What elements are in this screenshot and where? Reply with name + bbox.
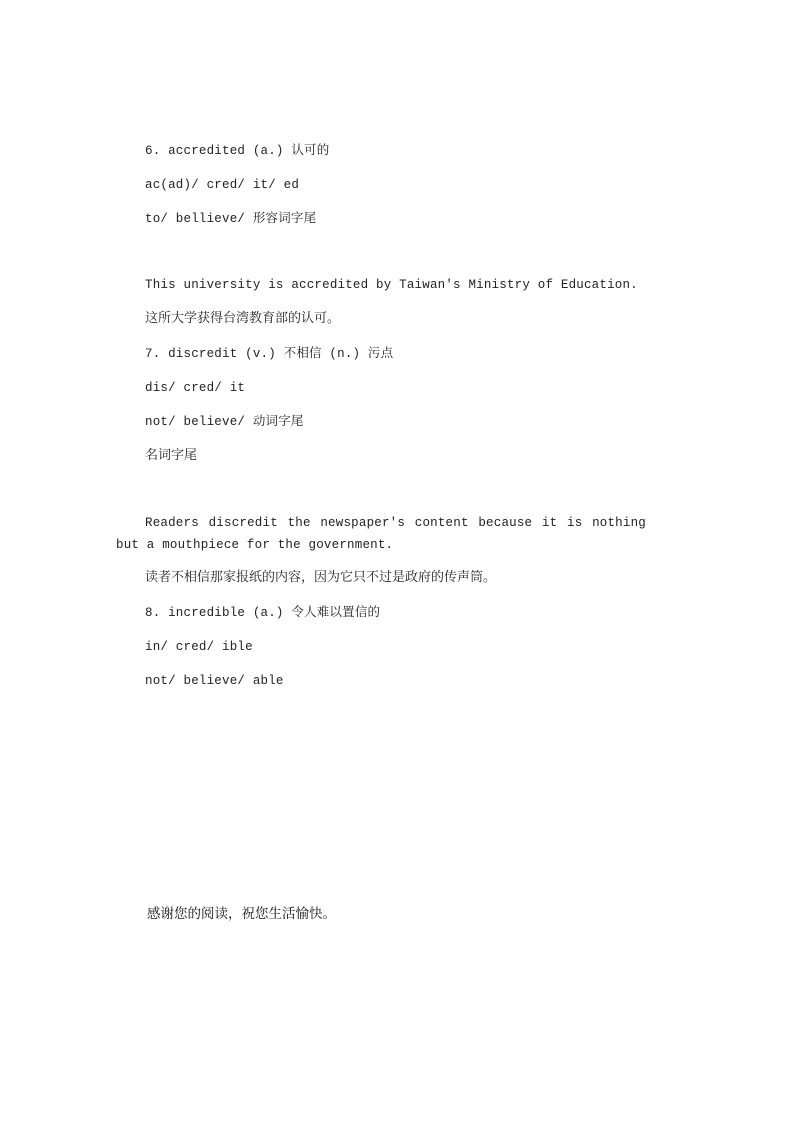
entry-8-heading: 8. incredible (a.) 令人难以置信的: [145, 606, 381, 620]
entry-6-example-en: This university is accredited by Taiwan's Ministry of Education.: [145, 278, 638, 292]
closing-message: 感谢您的阅读，祝您生活愉快。: [147, 906, 336, 922]
entry-7-meanings-extra: 名词字尾: [145, 448, 198, 463]
entry-7-heading: 7. discredit (v.) 不相信 (n.) 污点: [145, 347, 394, 361]
entry-7-example-en: Readers discredit the newspaper's content because it is nothing but a mouthpiece for the government.: [116, 516, 646, 552]
entry-6-parts: ac(ad)/ cred/ it/ ed: [145, 178, 300, 192]
entry-8-meanings: not/ believe/ able: [145, 674, 284, 688]
entry-8-parts: in/ cred/ ible: [145, 640, 253, 654]
entry-7-example-cn: 读者不相信那家报纸的内容，因为它只不过是政府的传声筒。: [145, 570, 497, 585]
entry-7-meanings: not/ believe/ 动词字尾: [145, 415, 304, 429]
entry-6-meanings: to/ bellieve/ 形容词字尾: [145, 212, 317, 226]
entry-6-heading: 6. accredited (a.) 认可的: [145, 144, 330, 158]
entry-6-example-cn: 这所大学获得台湾教育部的认可。: [145, 311, 341, 326]
entry-7-parts: dis/ cred/ it: [145, 381, 246, 395]
